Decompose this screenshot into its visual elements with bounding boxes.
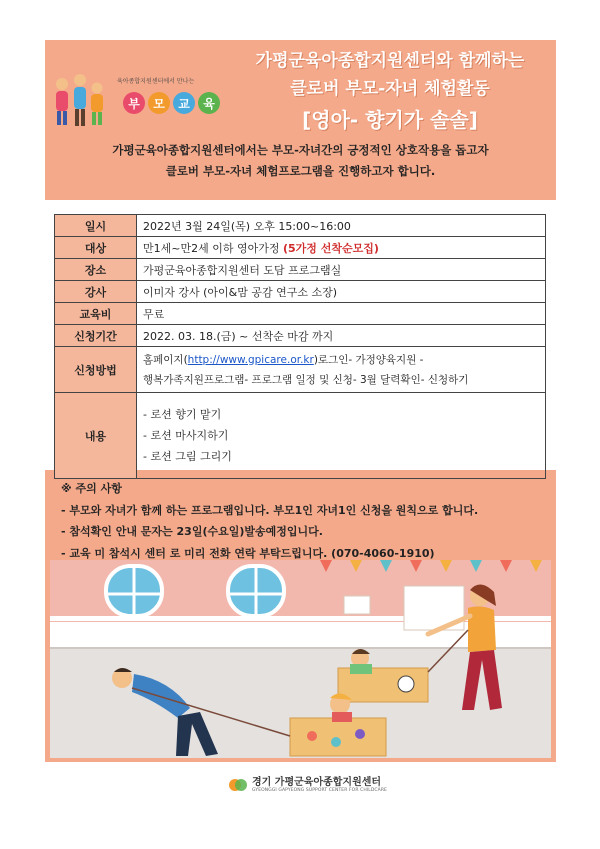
center-logo-icon (228, 775, 248, 795)
table-row (55, 259, 546, 281)
notice-item: - 부모와 자녀가 함께 하는 프로그램입니다. 부모1인 자녀1인 신청을 원칙으로 합니다. (61, 503, 479, 517)
row-label: 일시 (55, 215, 137, 237)
apply-method-line-2: 행복가족지원프로그램- 프로그램 일정 및 신청- 3월 달력확인- 신청하기 (143, 373, 469, 386)
row-label: 신청기간 (55, 325, 137, 347)
program-logo (53, 68, 213, 134)
content-item: - 로션 그림 그리기 (143, 450, 232, 463)
intro-line-1: 가평군육아종합지원센터에서는 부모-자녀간의 긍정적인 상호작용을 돕고자 (112, 143, 489, 157)
title-line-1: 가평군육아종합지원센터와 함께하는 (255, 51, 525, 71)
info-table (54, 214, 546, 479)
target-text: 만1세~만2세 이하 영아가정 (143, 241, 280, 255)
window-right-icon (228, 566, 284, 616)
content-item: - 로션 향기 맡기 (143, 408, 222, 421)
footer-org-name-en: GYEONGGI GAPYEONG SUPPORT CENTER FOR CHILDCARE (252, 788, 387, 793)
intro-text (45, 140, 556, 182)
row-value: 무료 (137, 303, 546, 325)
info-box (45, 200, 556, 470)
row-value: 가평군육아종합지원센터 도담 프로그램실 (137, 259, 546, 281)
row-label: 내용 (55, 393, 137, 479)
row-value (137, 393, 546, 479)
logo-char: 모 (148, 92, 170, 114)
notice-section (61, 478, 478, 564)
row-label: 교육비 (55, 303, 137, 325)
row-value: 2022. 03. 18.(금) ~ 선착순 마감 까지 (137, 325, 546, 347)
logo-char: 육 (198, 92, 220, 114)
homepage-link[interactable]: http://www.gpicare.or.kr (187, 353, 314, 366)
row-value (137, 347, 546, 393)
window-left-icon (106, 566, 162, 616)
notice-item: - 교육 미 참석시 센터 로 미리 전화 연락 부탁드립니다. (070-4060-1910) (61, 546, 435, 560)
apply-prefix: 홈페이지( (143, 353, 188, 366)
table-row (55, 281, 546, 303)
wall-picture-icon (344, 596, 370, 614)
table-row (55, 393, 546, 479)
notice-title: ※ 주의 사항 (61, 482, 122, 495)
logo-subtitle: 육아종합지원센터에서 만나는 (117, 78, 195, 85)
poster (45, 40, 556, 762)
table-row (55, 237, 546, 259)
family-play-illustration (50, 560, 551, 758)
table-row (55, 303, 546, 325)
apply-method-line-1 (143, 350, 539, 370)
title-line-2: 클로버 부모-자녀 체험활동 (290, 79, 490, 99)
logo-char: 부 (123, 92, 145, 114)
apply-suffix: )로그인- 가정양육지원 - (313, 353, 424, 366)
row-value: 2022년 3월 24일(목) 오후 15:00~16:00 (137, 215, 546, 237)
intro-line-2: 클로버 부모-자녀 체험프로그램을 진행하고자 합니다. (165, 164, 436, 178)
table-row (55, 325, 546, 347)
row-label: 강사 (55, 281, 137, 303)
footer-org-name: 경기 가평군육아종합지원센터 (252, 777, 382, 788)
table-row (55, 347, 546, 393)
children-illustration-icon (53, 70, 107, 132)
row-label: 신청방법 (55, 347, 137, 393)
logo-title (123, 92, 220, 114)
row-value: 이미자 강사 (아이&맘 공감 연구소 소장) (137, 281, 546, 303)
title-line-3: [영아- 향기가 솔솔] (302, 108, 478, 132)
logo-char: 교 (173, 92, 195, 114)
capacity-highlight: (5가정 선착순모집) (282, 241, 379, 255)
notice-item: - 참석확인 안내 문자는 23일(수요일)발송예정입니다. (61, 525, 323, 538)
content-item: - 로션 마사지하기 (143, 429, 229, 442)
row-label: 장소 (55, 259, 137, 281)
footer-logo (228, 775, 387, 795)
row-value (137, 237, 546, 259)
row-label: 대상 (55, 237, 137, 259)
table-row (55, 215, 546, 237)
